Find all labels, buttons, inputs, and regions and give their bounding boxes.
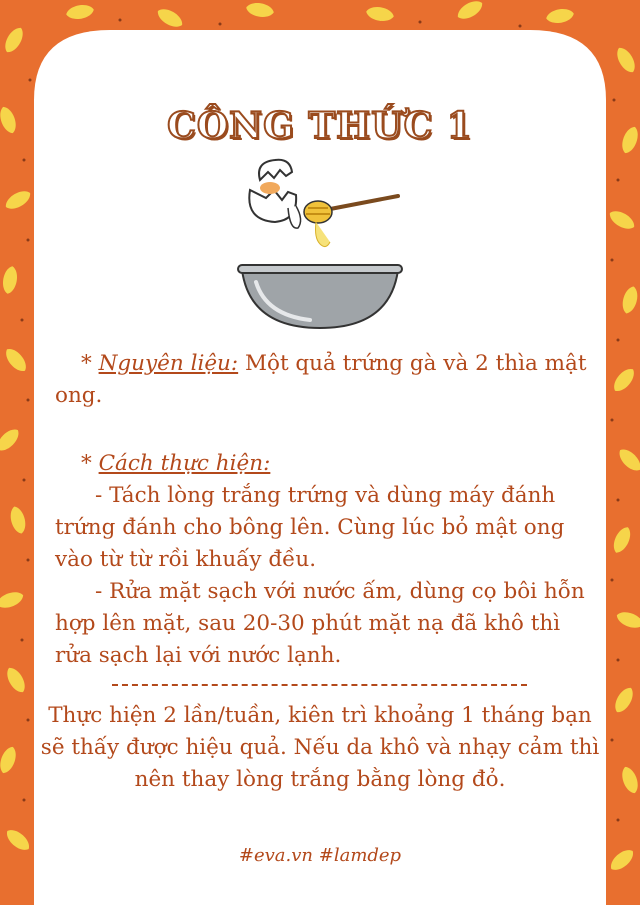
mixing-bowl-icon [238,265,402,328]
cracked-egg-icon [249,160,300,228]
honey-dipper-icon [304,196,398,247]
method-heading: * Cách thực hiện: [81,451,271,476]
ingredients-paragraph: * Nguyên liệu: Một quả trứng gà và 2 thìa mật ong. [55,351,587,408]
ingredients-label: Nguyên liệu: [98,351,239,376]
outro-paragraph: Thực hiện 2 lần/tuần, kiên trì khoảng 1 tháng bạn sẽ thấy được hiệu quả. Nếu da khô và nhạy cảm thì nên thay lòng trắng bằng lòng đỏ. [40,703,600,792]
footer-hashtags: #eva.vn #lamdep [238,845,402,866]
ingredients-text: Một quả trứng gà và 2 thìa mật ong. [55,351,587,408]
method-step-1: - Tách lòng trắng trứng và dùng máy đánh trứng đánh cho bông lên. Cùng lúc bỏ mật ong vào từ từ rồi khuấy đều. [55,483,565,572]
dashed-divider [112,684,527,686]
method-label: Cách thực hiện: [98,451,271,476]
recipe-illustration [230,150,410,335]
method-step-2: - Rửa mặt sạch với nước ấm, dùng cọ bôi hỗn hợp lên mặt, sau 20-30 phút mặt nạ đã khô thì rửa sạch lại với nước lạnh. [55,579,585,668]
page-title: CÔNG THỨC 1 [167,105,473,147]
